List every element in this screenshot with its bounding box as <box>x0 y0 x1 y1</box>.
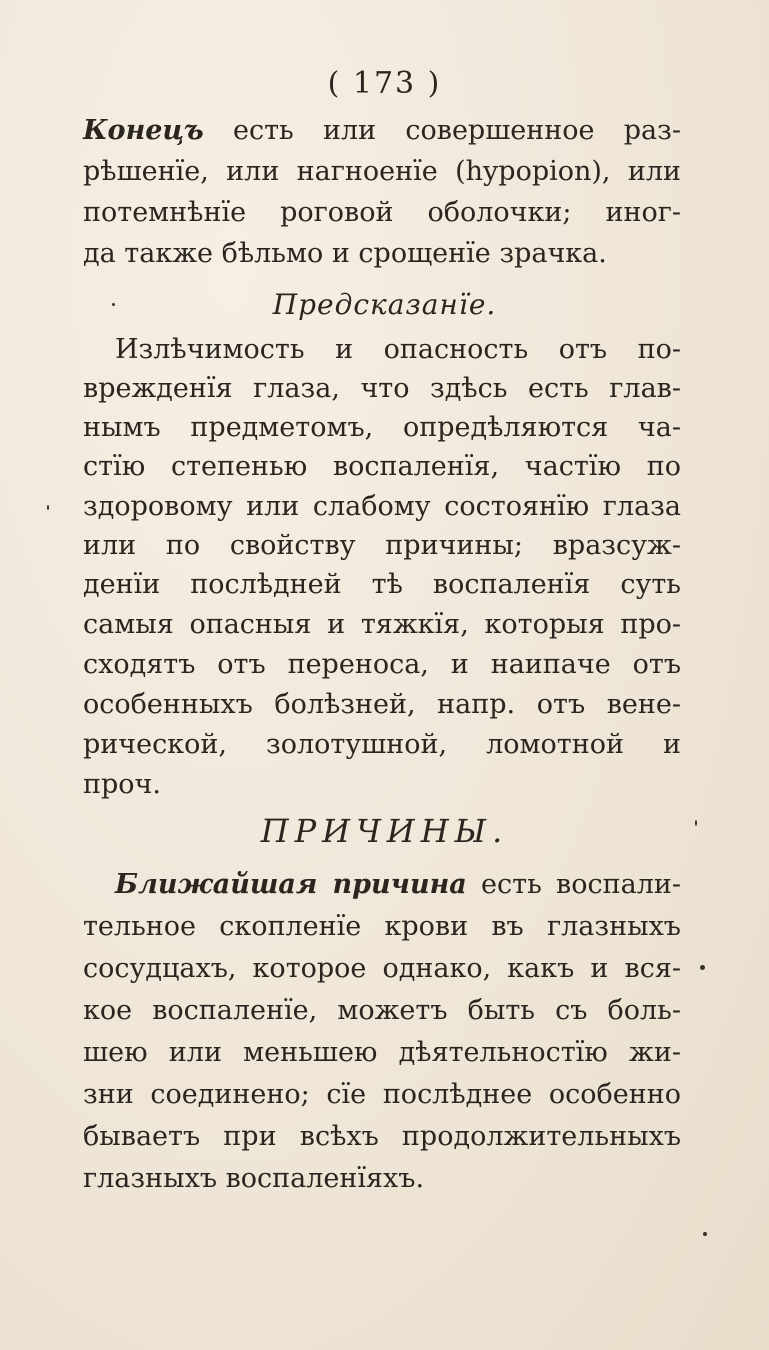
text-line <box>83 868 681 902</box>
paper-speck <box>695 820 697 826</box>
text-line: рической, золотушной, ломотной и <box>83 729 681 760</box>
line-text: есть или совершенное раз- <box>203 115 681 146</box>
text-line: особенныхъ болѣзней, напр. отъ вене- <box>83 689 681 720</box>
text-line: врежденїя глаза, что здѣсь есть глав- <box>83 373 681 404</box>
text-line: здоровому или слабому состоянїю глаза <box>83 491 681 522</box>
lead-term: Ближайшая причина <box>115 869 467 900</box>
paper-speck <box>700 965 705 970</box>
paper-speck <box>112 303 115 306</box>
text-line: нымъ предметомъ, опредѣляются ча- <box>83 412 681 443</box>
text-line: зни соединено; сїе послѣднее особенно <box>83 1079 681 1110</box>
text-line: проч. <box>83 769 161 800</box>
section-heading-causes: ПРИЧИНЫ. <box>260 812 509 850</box>
text-line: Излѣчимость и опасность отъ по- <box>115 334 681 365</box>
text-line <box>83 114 681 148</box>
text-line: денїи послѣдней тѣ воспаленїя суть <box>83 569 681 600</box>
page-number: ( 173 ) <box>327 66 442 101</box>
line-text: есть воспали- <box>466 869 681 900</box>
text-line: рѣшенїе, или нагноенїе (hypopion), или <box>83 156 681 187</box>
text-line: бываетъ при всѣхъ продолжительныхъ <box>83 1121 681 1152</box>
paper-speck <box>703 1232 707 1236</box>
text-line: самыя опасныя и тяжкїя, которыя про- <box>83 609 681 640</box>
text-line: потемнѣнїе роговой оболочки; иног- <box>83 197 681 228</box>
section-heading-prognosis: Предсказанїе. <box>272 288 497 321</box>
paper-speck <box>47 505 49 510</box>
text-line: да также бѣльмо и срощенїе зрачка. <box>83 238 607 269</box>
lead-term: Конецъ <box>83 115 204 146</box>
text-line: стїю степенью воспаленїя, частїю по <box>83 451 681 482</box>
text-line: сходятъ отъ переноса, и наипаче отъ <box>83 649 681 680</box>
text-line: шею или меньшею дѣятельностїю жи- <box>83 1037 681 1068</box>
text-line: кое воспаленїе, можетъ быть съ боль- <box>83 995 681 1026</box>
text-line: тельное скопленїе крови въ глазныхъ <box>83 911 681 942</box>
text-line: сосудцахъ, которое однако, какъ и вся- <box>83 953 681 984</box>
text-line: глазныхъ воспаленїяхъ. <box>83 1163 425 1194</box>
text-line: или по свойству причины; вразсуж- <box>83 530 681 561</box>
